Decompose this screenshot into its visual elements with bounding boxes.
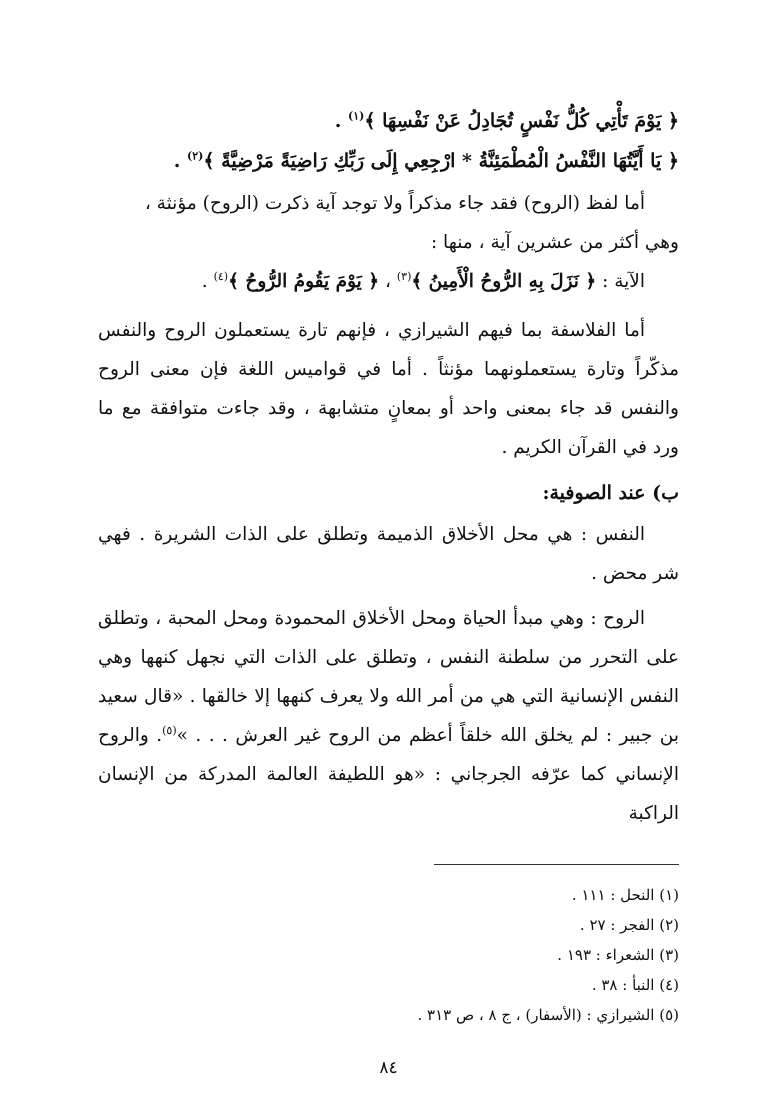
verse-2-end: . xyxy=(173,150,181,172)
verse-1-text: ﴿ يَوْمَ تَأْتِي كُلُّ نَفْسٍ تُجَادِلُ عَنْ نَفْسِهَا ﴾ xyxy=(364,110,679,132)
footnote-ref-3: (٣) xyxy=(396,269,412,283)
page-number: ٨٤ xyxy=(379,1058,398,1078)
footnote-1: (١) النحل : ١١١ . xyxy=(571,886,679,904)
footnote-5: (٥) الشيرازي : (الأسفار) ، ج ٨ ، ص ٣١٣ . xyxy=(417,1006,679,1024)
footnotes xyxy=(98,880,679,1030)
quran-verse-2 xyxy=(98,144,679,178)
footnote-divider xyxy=(434,864,679,865)
footnote-3: (٣) الشعراء : ١٩٣ . xyxy=(557,946,679,964)
aya-line-end: . xyxy=(201,271,208,292)
ruh-sufi-part2: . والروح الإنساني كما عرّفه الجرجاني : «هو اللطيفة العالمة المدركة من الإنسان الراكبة xyxy=(98,725,679,824)
ruh-paragraph-line2: وهي أكثر من عشرين آية ، منها : xyxy=(430,232,679,253)
aya-yawma-yaqum: ﴿ يَوْمَ يَقُومُ الرُّوحُ ﴾ xyxy=(228,271,380,292)
nafs-definition-paragraph: النفس : هي محل الأخلاق الذميمة وتطلق على الذات الشريرة . فهي شر محض . xyxy=(98,524,679,584)
footnote-ref-2: (٢) xyxy=(187,149,204,163)
verse-1-end: . xyxy=(334,110,342,132)
philosophers-paragraph: أما الفلاسفة بما فيهم الشيرازي ، فإنهم تارة يستعملون الروح والنفس مذكّراً وتارة يستعملونهما مؤنثاً . أما في قواميس اللغة فإن معنى الروح والنفس قد جاء بمعنى واحد أو بمعانٍ متشابهة ، وقد جاءت متوافقة مع ما ورد في القرآن الكريم . xyxy=(98,320,679,458)
verse-2-text: ﴿ يَا أَيَّتُهَا النَّفْسُ الْمُطْمَئِنَّةُ * ارْجِعِي إِلَى رَبِّكِ رَاضِيَةً مَرْضِيَّةً ﴾ xyxy=(203,150,679,172)
quran-verse-1 xyxy=(98,104,679,138)
aya-separator: ، xyxy=(384,271,391,292)
ruh-gender-paragraph xyxy=(98,184,679,223)
aya-nazala: ﴿ نَزَلَ بِهِ الرُّوحُ الْأَمِينُ ﴾ xyxy=(411,271,597,292)
ruh-sufi-paragraph xyxy=(98,599,679,833)
ruh-ayat-line xyxy=(98,262,679,301)
ruh-paragraph-line2-wrap xyxy=(98,223,679,262)
aya-label: الآية : xyxy=(602,271,645,292)
footnote-2: (٢) الفجر : ٢٧ . xyxy=(579,916,679,934)
ruh-paragraph-line1: أما لفظ (الروح) فقد جاء مذكراً ولا توجد آية ذكرت (الروح) مؤنثة ، xyxy=(144,193,645,214)
section-heading-sufis: ب) عند الصوفية: xyxy=(542,482,679,504)
footnote-ref-4: (٤) xyxy=(213,269,229,283)
footnote-ref-1: (١) xyxy=(348,109,365,123)
footnote-ref-5: (٥) xyxy=(162,723,177,737)
footnote-4: (٤) النبأ : ٣٨ . xyxy=(591,976,679,994)
ruh-sufi-part1: الروح : وهي مبدأ الحياة ومحل الأخلاق المحمودة ومحل المحبة ، وتطلق على التحرر من سلطنة النفس ، وتطلق على الذات التي نجهل كنهها وهي النفس الإنسانية التي هي من أمر الله ولا يعرف كنهها إلا خالقها . «قال سعيد بن جبير : لم يخلق الله خلقاً أعظم من الروح غير العرش . . . » xyxy=(98,608,679,746)
